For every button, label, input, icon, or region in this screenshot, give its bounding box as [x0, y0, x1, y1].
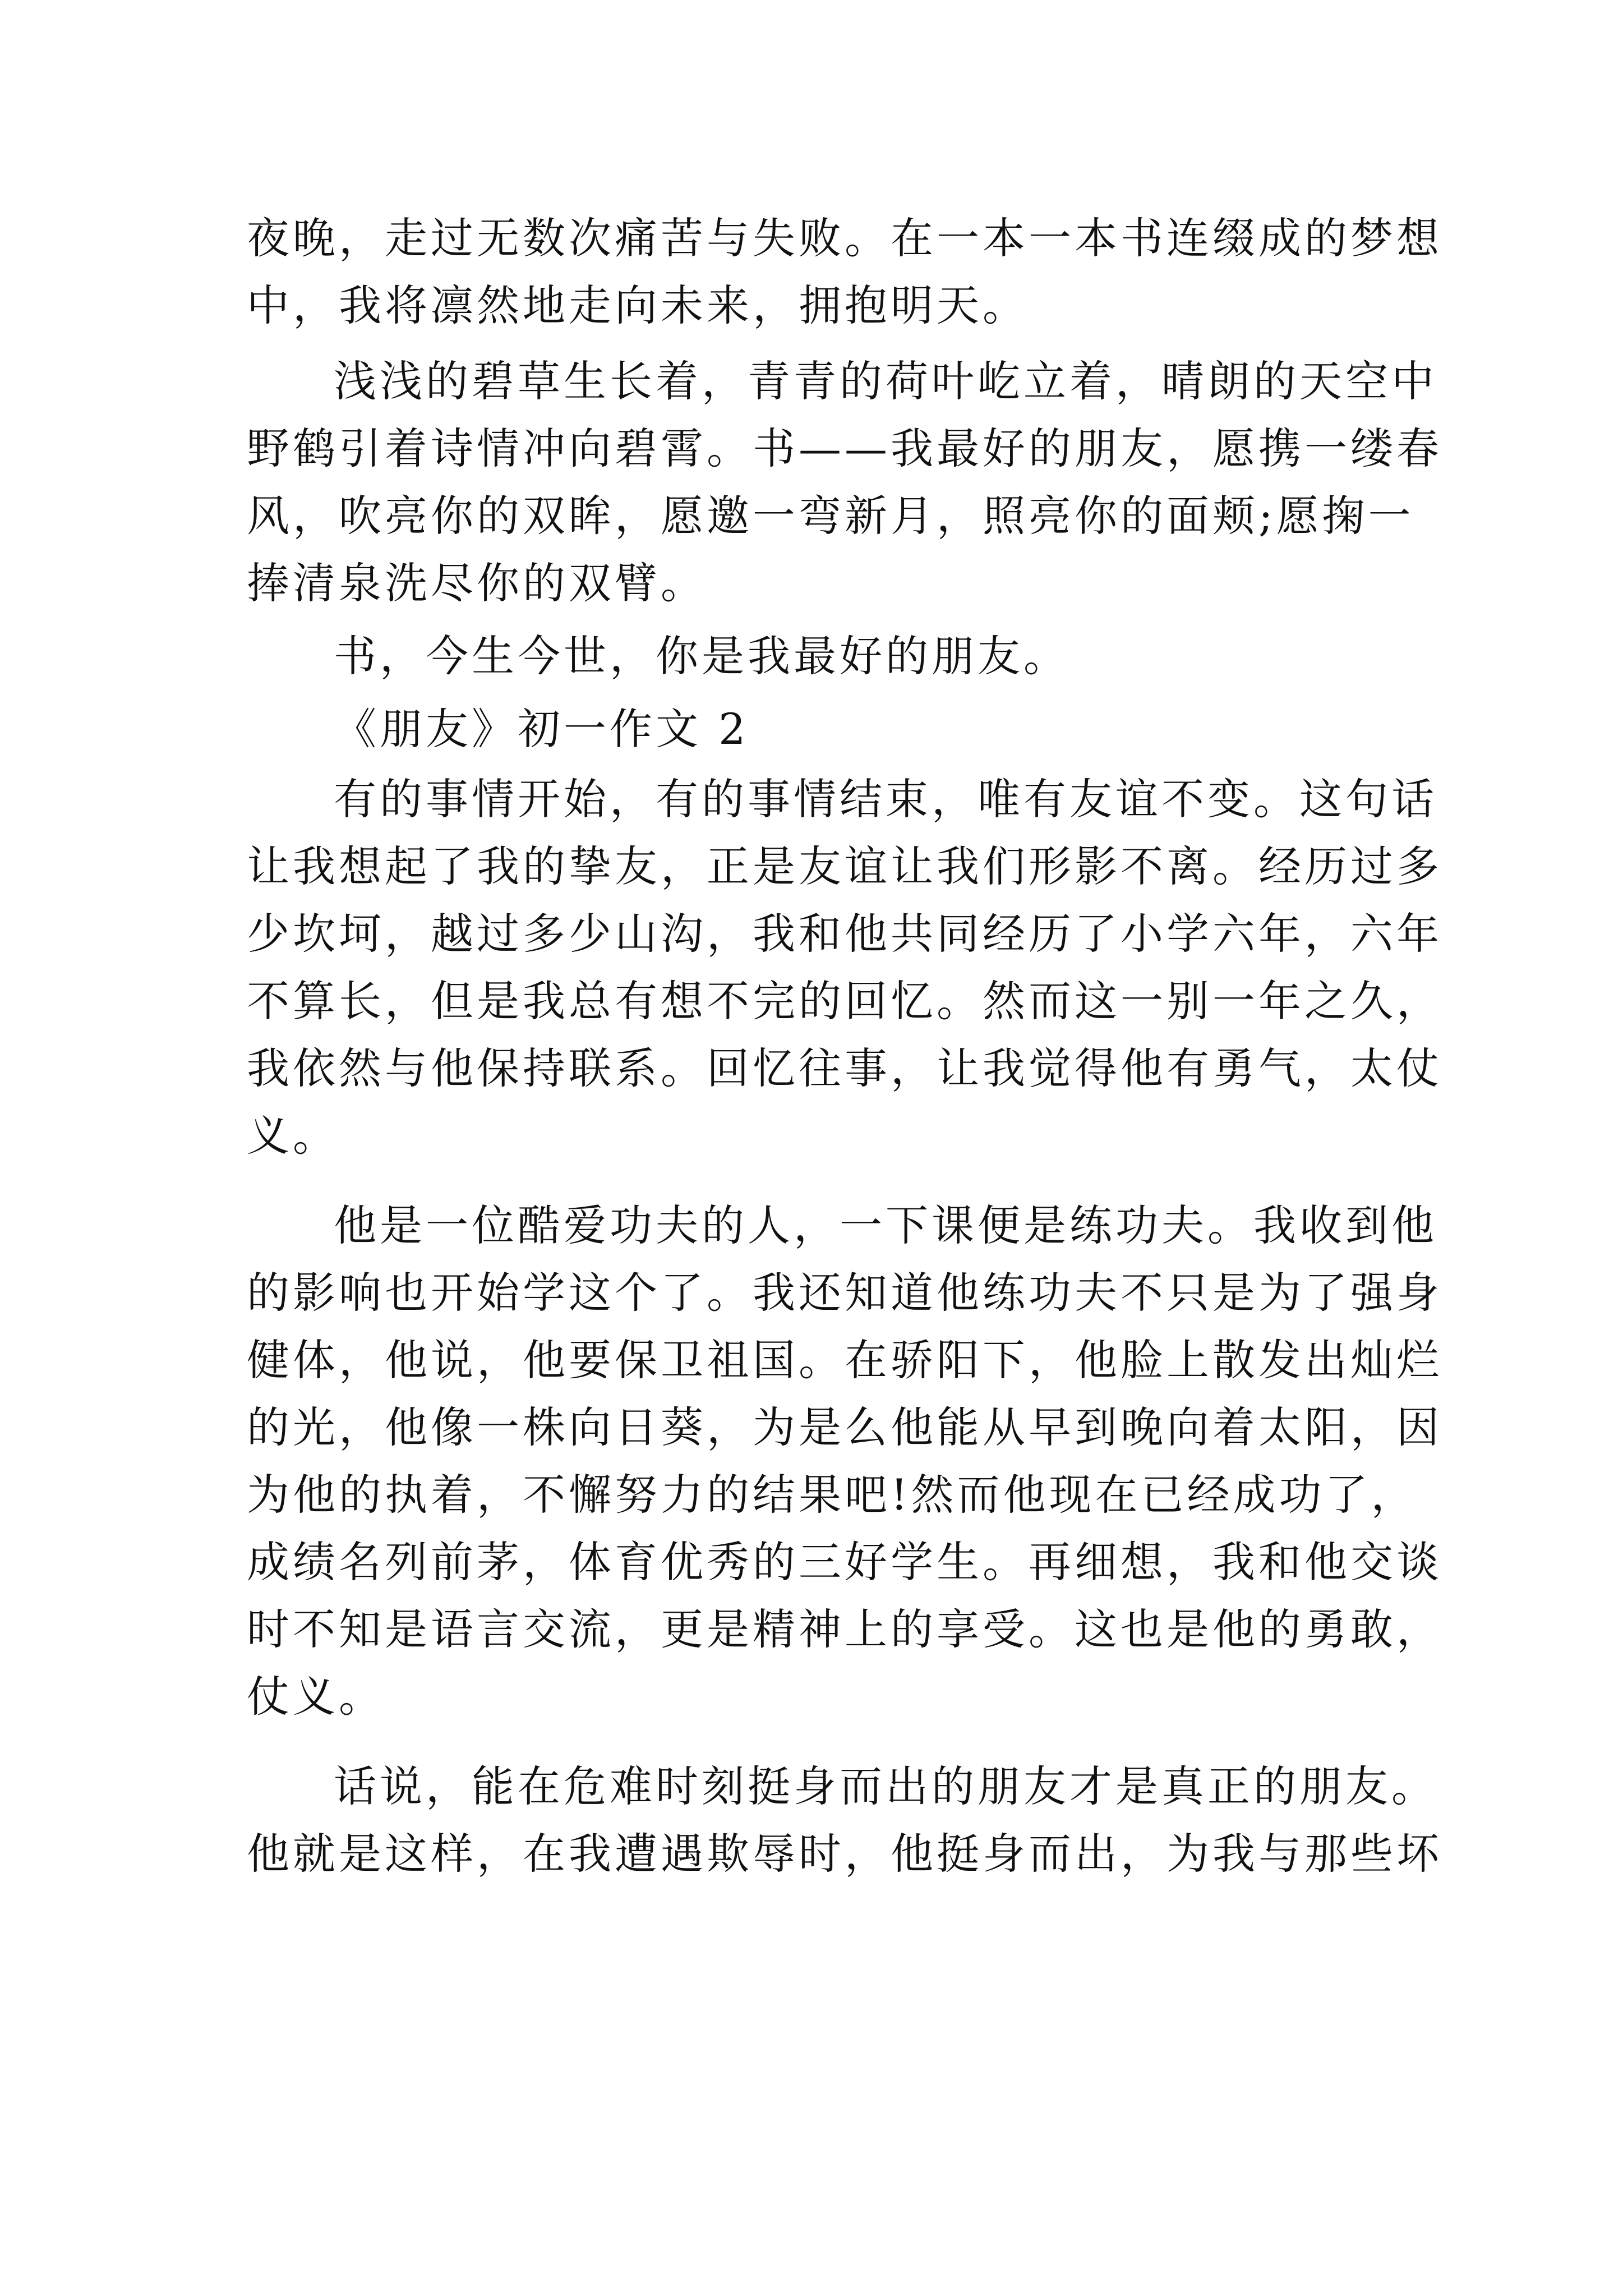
text-line-19: 为他的执着，不懈努力的结果吧!然而他现在已经成功了，	[247, 1470, 1417, 1520]
text-line-12: 不算长，但是我总有想不完的回忆。然而这一别一年之久，	[247, 976, 1442, 1026]
text-line-11: 少坎坷，越过多少山沟，我和他共同经历了小学六年，六年	[247, 909, 1442, 959]
text-line-17: 健体，他说，他要保卫祖国。在骄阳下，他脸上散发出灿烂	[247, 1335, 1442, 1385]
text-line-10: 让我想起了我的挚友，正是友谊让我们形影不离。经历过多	[247, 841, 1442, 891]
text-line-14: 义。	[247, 1111, 339, 1161]
text-line-3: 浅浅的碧草生长着，青青的荷叶屹立着，晴朗的天空中	[334, 356, 1437, 406]
text-line-4: 野鹤引着诗情冲向碧霄。书——我最好的朋友，愿携一缕春	[247, 424, 1442, 473]
text-line-6: 捧清泉洗尽你的双臂。	[247, 558, 707, 608]
text-line-9: 有的事情开始，有的事情结束，唯有友谊不变。这句话	[334, 774, 1437, 824]
text-line-1: 夜晚，走过无数次痛苦与失败。在一本一本书连缀成的梦想	[247, 213, 1442, 263]
text-line-24: 他就是这样，在我遭遇欺辱时，他挺身而出，为我与那些坏	[247, 1829, 1442, 1879]
text-line-16: 的影响也开始学这个了。我还知道他练功夫不只是为了强身	[247, 1268, 1442, 1318]
text-line-23: 话说，能在危难时刻挺身而出的朋友才是真正的朋友。	[334, 1761, 1437, 1811]
text-line-22: 仗义。	[247, 1672, 385, 1722]
text-line-21: 时不知是语言交流，更是精神上的享受。这也是他的勇敢，	[247, 1604, 1442, 1654]
text-line-20: 成绩名列前茅，体育优秀的三好学生。再细想，我和他交谈	[247, 1537, 1442, 1587]
text-line-2: 中，我将凛然地走向未来，拥抱明天。	[247, 280, 1029, 330]
text-line-15: 他是一位酷爱功夫的人，一下课便是练功夫。我收到他	[334, 1200, 1437, 1250]
text-line-13: 我依然与他保持联系。回忆往事，让我觉得他有勇气，太仗	[247, 1043, 1442, 1093]
text-line-7: 书，今生今世，你是我最好的朋友。	[334, 631, 1069, 681]
text-line-18: 的光，他像一株向日葵，为是么他能从早到晚向着太阳，因	[247, 1402, 1442, 1452]
text-line-5: 风，吹亮你的双眸，愿邀一弯新月，照亮你的面颊;愿掬一	[247, 491, 1414, 541]
section-heading: 《朋友》初一作文 2	[334, 704, 749, 754]
